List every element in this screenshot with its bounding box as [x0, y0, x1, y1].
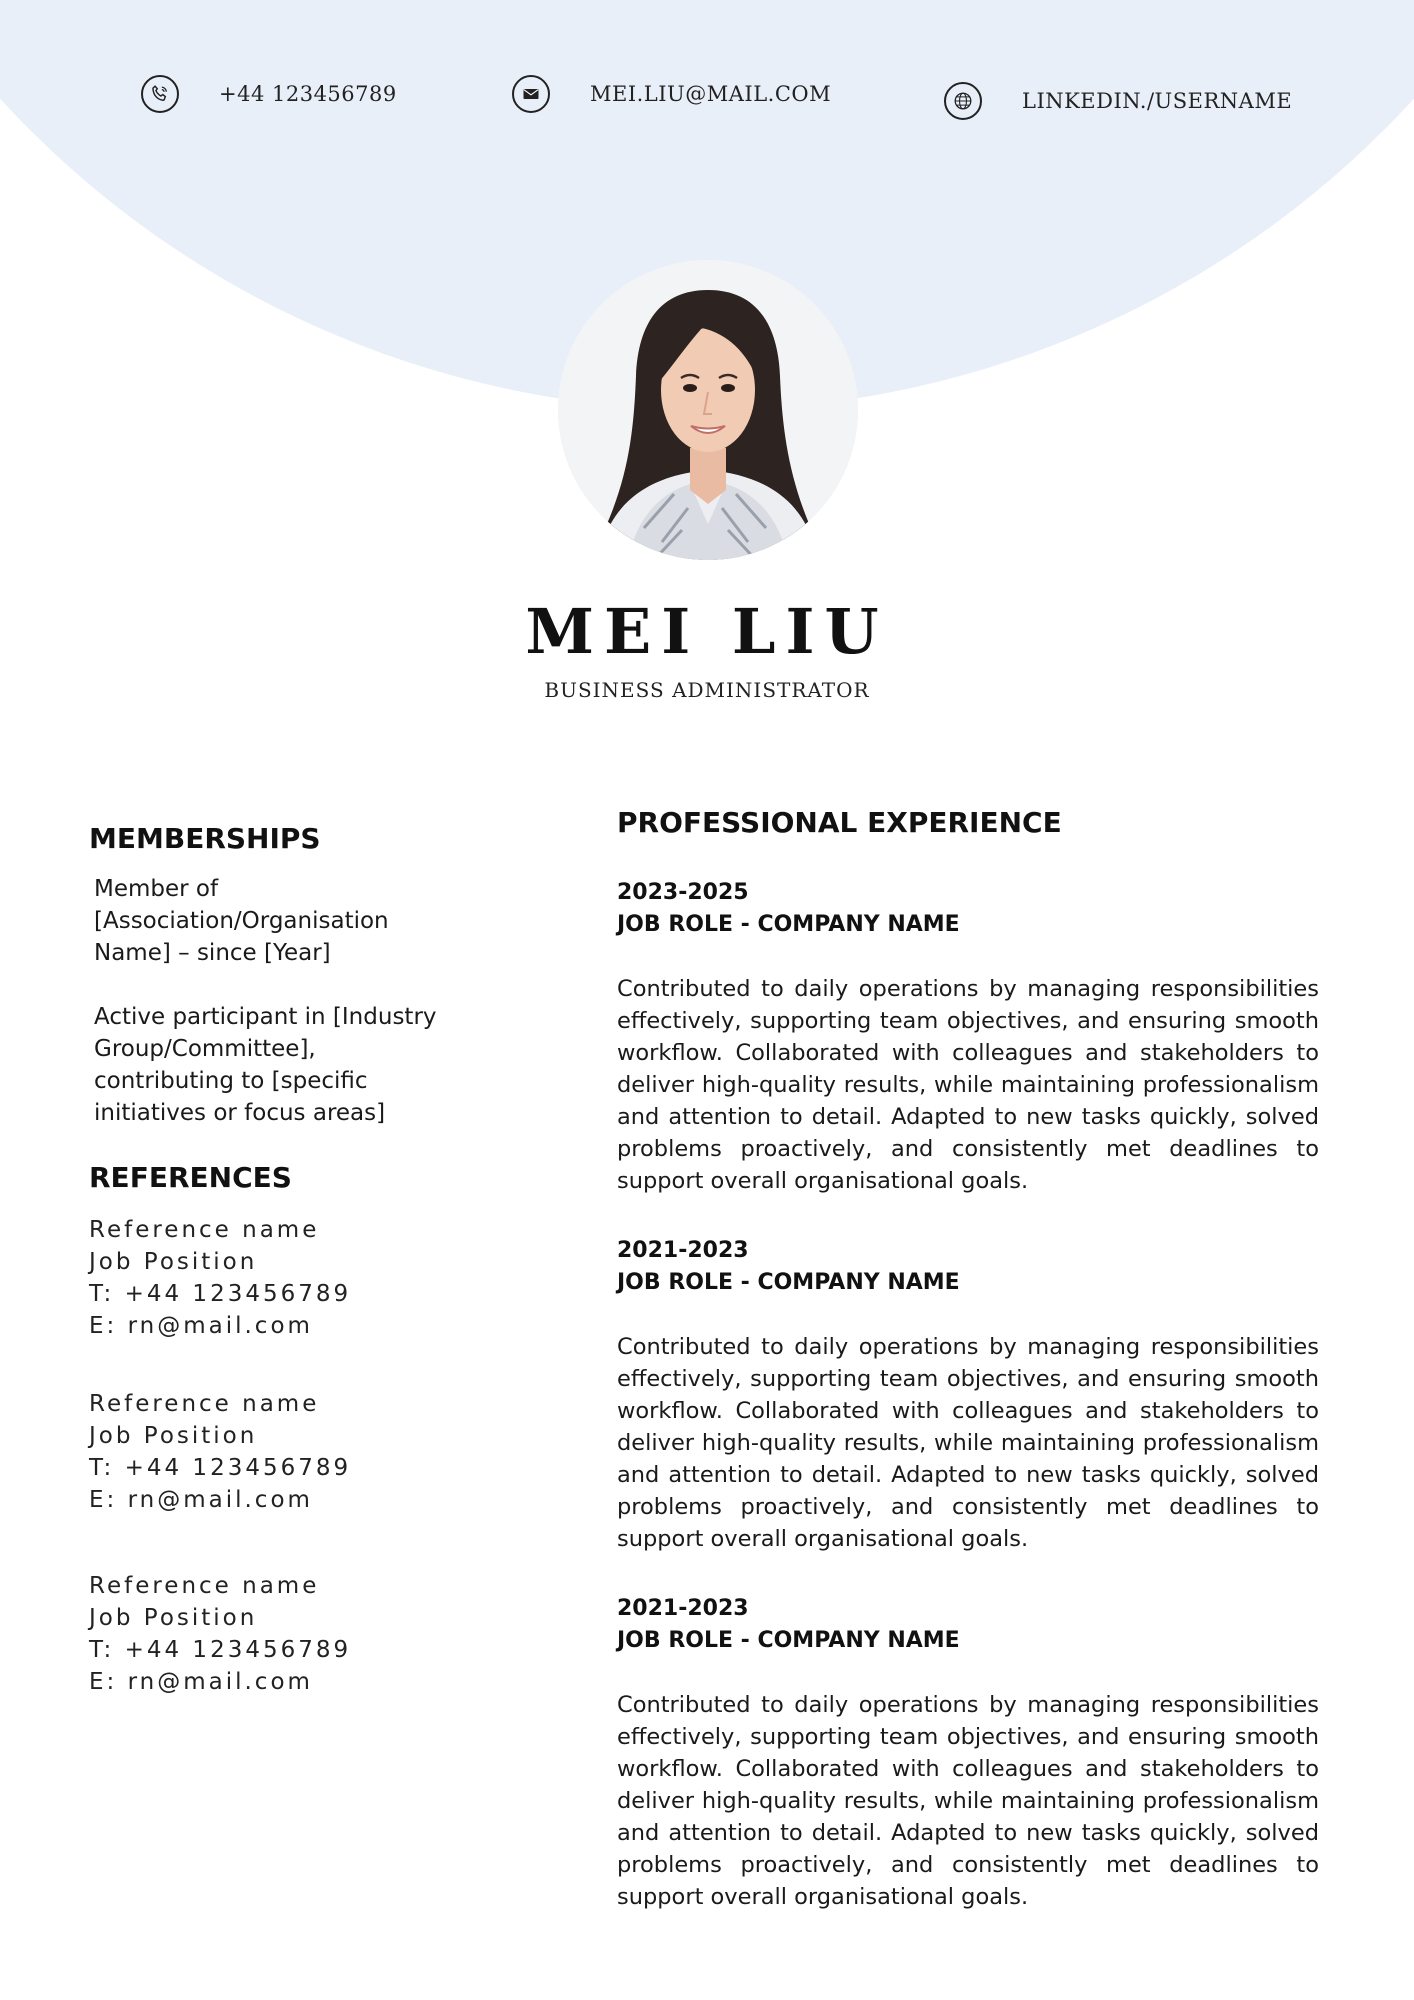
envelope-icon — [512, 75, 550, 113]
reference-name: Reference name — [89, 1573, 320, 1599]
experience-item — [617, 877, 1319, 1197]
globe-icon — [944, 82, 982, 120]
reference-email: E: rn@mail.com — [89, 1669, 313, 1695]
experience-heading: PROFESSIONAL EXPERIENCE — [617, 806, 1062, 839]
profile-title: BUSINESS ADMINISTRATOR — [544, 678, 870, 702]
reference-phone: T: +44 123456789 — [89, 1281, 352, 1307]
memberships-heading: MEMBERSHIPS — [89, 822, 321, 855]
reference-item — [89, 1388, 449, 1516]
contact-phone-text: +44 123456789 — [219, 82, 397, 106]
left-column — [89, 822, 449, 1698]
phone-icon — [141, 75, 179, 113]
reference-position: Job Position — [89, 1423, 258, 1449]
reference-position: Job Position — [89, 1249, 258, 1275]
reference-item — [89, 1214, 449, 1342]
memberships-list — [94, 873, 449, 1129]
reference-position: Job Position — [89, 1605, 258, 1631]
membership-item: Member of [Association/Organisation Name] – since [Year] — [94, 876, 389, 966]
job-years: 2021-2023 — [617, 1238, 749, 1263]
profile-photo — [558, 260, 858, 560]
experience-item — [617, 1235, 1319, 1555]
experience-item — [617, 1593, 1319, 1913]
reference-name: Reference name — [89, 1391, 320, 1417]
job-description: Contributed to daily operations by managing responsibilities effectively, supporting team objectives, and ensuring smooth workflow. Collaborated with colleagues and stakeholders to deliver high-quality results, while maintaining professionalism and attention to detail. Adapted to new tasks quickly, solved problems proactively, and consistently met deadlines to support overall organisational goals. — [617, 1692, 1319, 1910]
right-column — [617, 806, 1319, 1913]
membership-item: Active participant in [Industry Group/Committee], contributing to [specific initiatives or focus areas] — [94, 1004, 437, 1126]
job-description: Contributed to daily operations by managing responsibilities effectively, supporting team objectives, and ensuring smooth workflow. Collaborated with colleagues and stakeholders to deliver high-quality results, while maintaining professionalism and attention to detail. Adapted to new tasks quickly, solved problems proactively, and consistently met deadlines to support overall organisational goals. — [617, 1334, 1319, 1552]
contact-phone[interactable] — [141, 75, 397, 113]
job-description: Contributed to daily operations by managing responsibilities effectively, supporting team objectives, and ensuring smooth workflow. Collaborated with colleagues and stakeholders to deliver high-quality results, while maintaining professionalism and attention to detail. Adapted to new tasks quickly, solved problems proactively, and consistently met deadlines to support overall organisational goals. — [617, 976, 1319, 1194]
reference-email: E: rn@mail.com — [89, 1487, 313, 1513]
references-heading: REFERENCES — [89, 1161, 292, 1194]
reference-item — [89, 1570, 449, 1698]
job-role: JOB ROLE - COMPANY NAME — [617, 1628, 960, 1653]
contact-email[interactable] — [512, 75, 831, 113]
job-role: JOB ROLE - COMPANY NAME — [617, 1270, 960, 1295]
references-list — [89, 1214, 449, 1698]
job-years: 2023-2025 — [617, 880, 749, 905]
reference-phone: T: +44 123456789 — [89, 1637, 352, 1663]
reference-email: E: rn@mail.com — [89, 1313, 313, 1339]
reference-name: Reference name — [89, 1217, 320, 1243]
job-years: 2021-2023 — [617, 1596, 749, 1621]
contact-website[interactable] — [944, 82, 1292, 120]
contact-website-text: LINKEDIN./USERNAME — [1022, 89, 1293, 113]
reference-phone: T: +44 123456789 — [89, 1455, 352, 1481]
job-role: JOB ROLE - COMPANY NAME — [617, 912, 960, 937]
contact-email-text: MEI.LIU@MAIL.COM — [590, 82, 832, 106]
profile-name: MEI LIU — [525, 595, 889, 668]
